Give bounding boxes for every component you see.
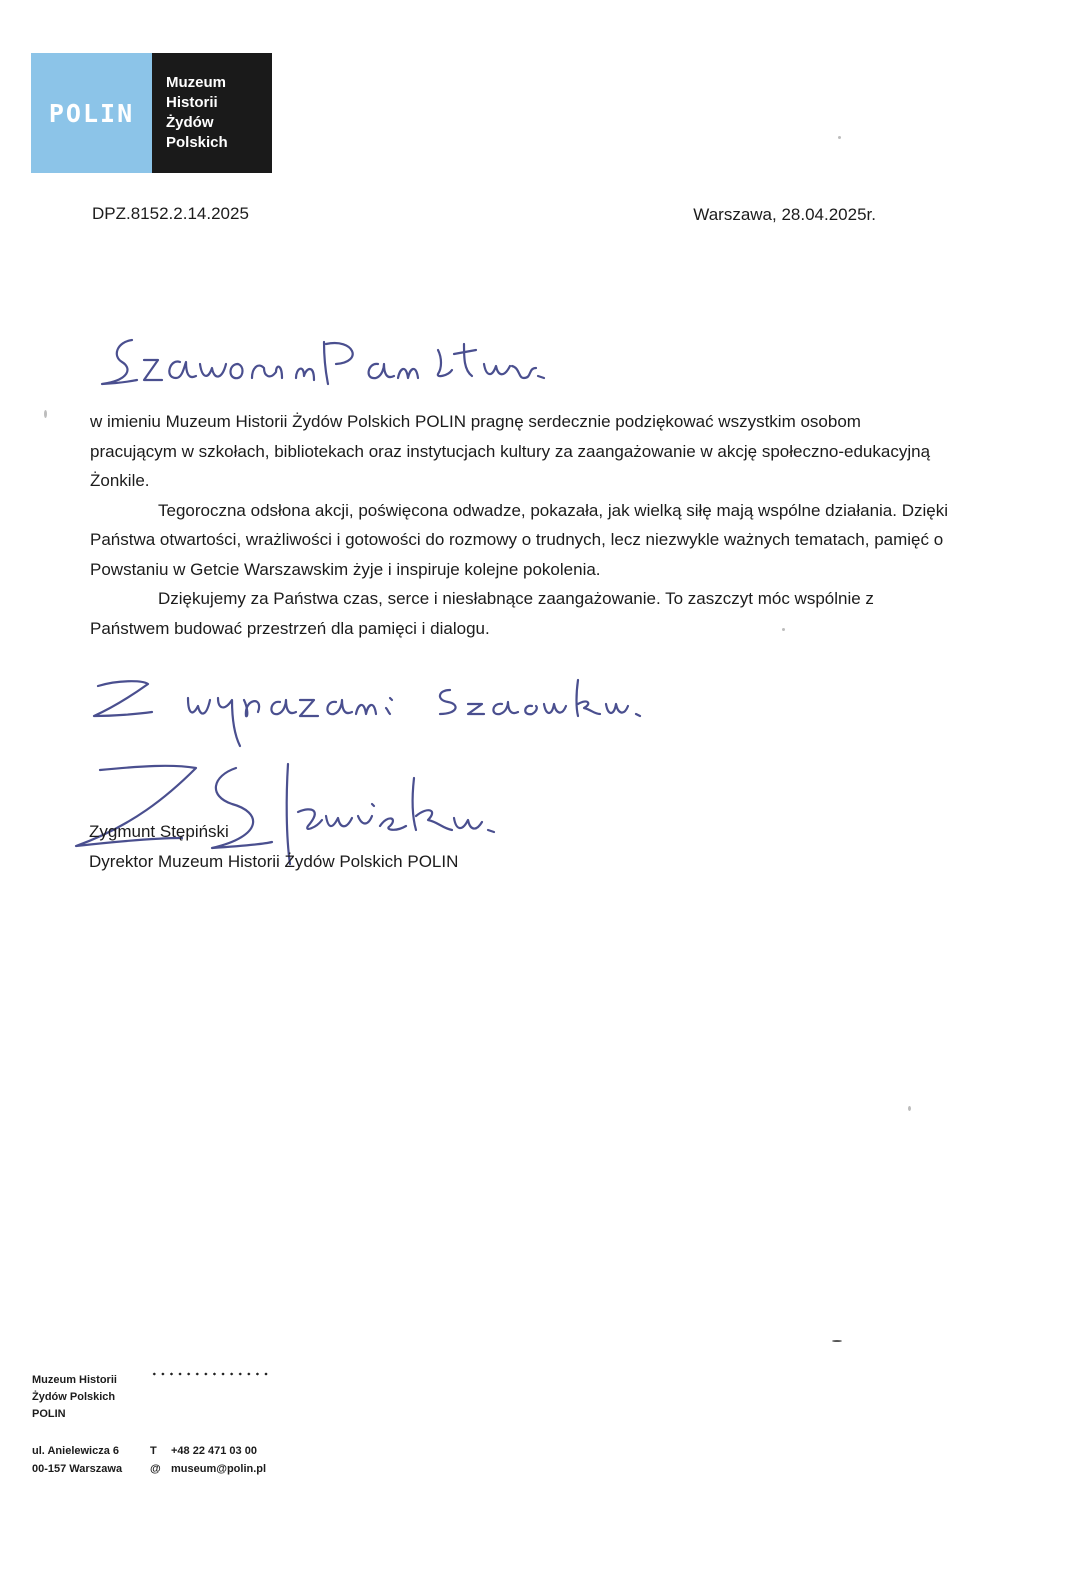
logo-line: Historii xyxy=(166,94,218,111)
scan-speck xyxy=(44,410,47,418)
phone-icon: T xyxy=(150,1445,157,1457)
footer-org-line: Żydów Polskich xyxy=(32,1391,116,1403)
scan-speck xyxy=(782,628,785,631)
scan-speck xyxy=(908,1106,911,1111)
footer-dotted-divider xyxy=(150,1372,270,1376)
footer-org xyxy=(32,1372,117,1423)
handwritten-salutation xyxy=(92,328,562,398)
footer-address-line: ul. Anielewicza 6 xyxy=(32,1445,120,1457)
document-reference: DPZ.8152.2.14.2025 xyxy=(92,204,249,223)
letter-body xyxy=(90,407,950,643)
place-and-date: Warszawa, 28.04.2025r. xyxy=(693,205,876,224)
footer-org-line: Muzeum Historii xyxy=(32,1374,117,1386)
footer-email xyxy=(150,1460,266,1478)
logo-wordmark: POLIN xyxy=(48,98,135,128)
logo-dark-block xyxy=(152,53,272,173)
footer-contact xyxy=(150,1442,266,1478)
logo-blue-block xyxy=(31,53,152,173)
scan-speck xyxy=(838,136,841,139)
body-paragraph: Dziękujemy za Państwa czas, serce i niesłabnące zaangażowanie. To zaszczyt móc wspólnie z Państwem budować przestrzeń dla pamięci i dialogu. xyxy=(90,589,874,638)
footer-phone-number: +48 22 471 03 00 xyxy=(171,1445,257,1457)
polin-logo xyxy=(31,53,272,173)
handwritten-closing xyxy=(88,668,648,748)
body-paragraph: w imieniu Muzeum Historii Żydów Polskich POLIN pragnę serdecznie podziękować wszystkim osobom pracującym w szkołach, bibliotekach oraz instytucjach kultury za zaangażowanie w akcję społeczno-edukacyjną Żonkile. xyxy=(90,412,931,490)
footer-org-line: POLIN xyxy=(32,1408,66,1420)
scan-speck xyxy=(832,1340,842,1342)
footer-email-address[interactable]: museum@polin.pl xyxy=(171,1463,267,1475)
footer-phone xyxy=(150,1442,266,1460)
logo-line: Żydów xyxy=(166,114,214,131)
footer-address xyxy=(32,1442,122,1478)
logo-line: Polskich xyxy=(166,134,228,151)
signer-title: Dyrektor Muzeum Historii Żydów Polskich POLIN xyxy=(89,852,459,871)
footer-address-line: 00-157 Warszawa xyxy=(32,1463,123,1475)
email-icon: @ xyxy=(150,1463,161,1475)
signer-name: Zygmunt Stępiński xyxy=(89,822,229,841)
signer-block xyxy=(89,817,458,877)
body-paragraph: Tegoroczna odsłona akcji, poświęcona odwadze, pokazała, jak wielką siłę mają wspólne działania. Dzięki Państwa otwartości, wrażliwości i gotowości do rozmowy o trudnych, lecz niezwykle ważnych tematach, pamięć o Powstaniu w Getcie Warszawskim żyje i inspiruje kolejne pokolenia. xyxy=(90,500,948,579)
logo-line: Muzeum xyxy=(166,74,226,91)
